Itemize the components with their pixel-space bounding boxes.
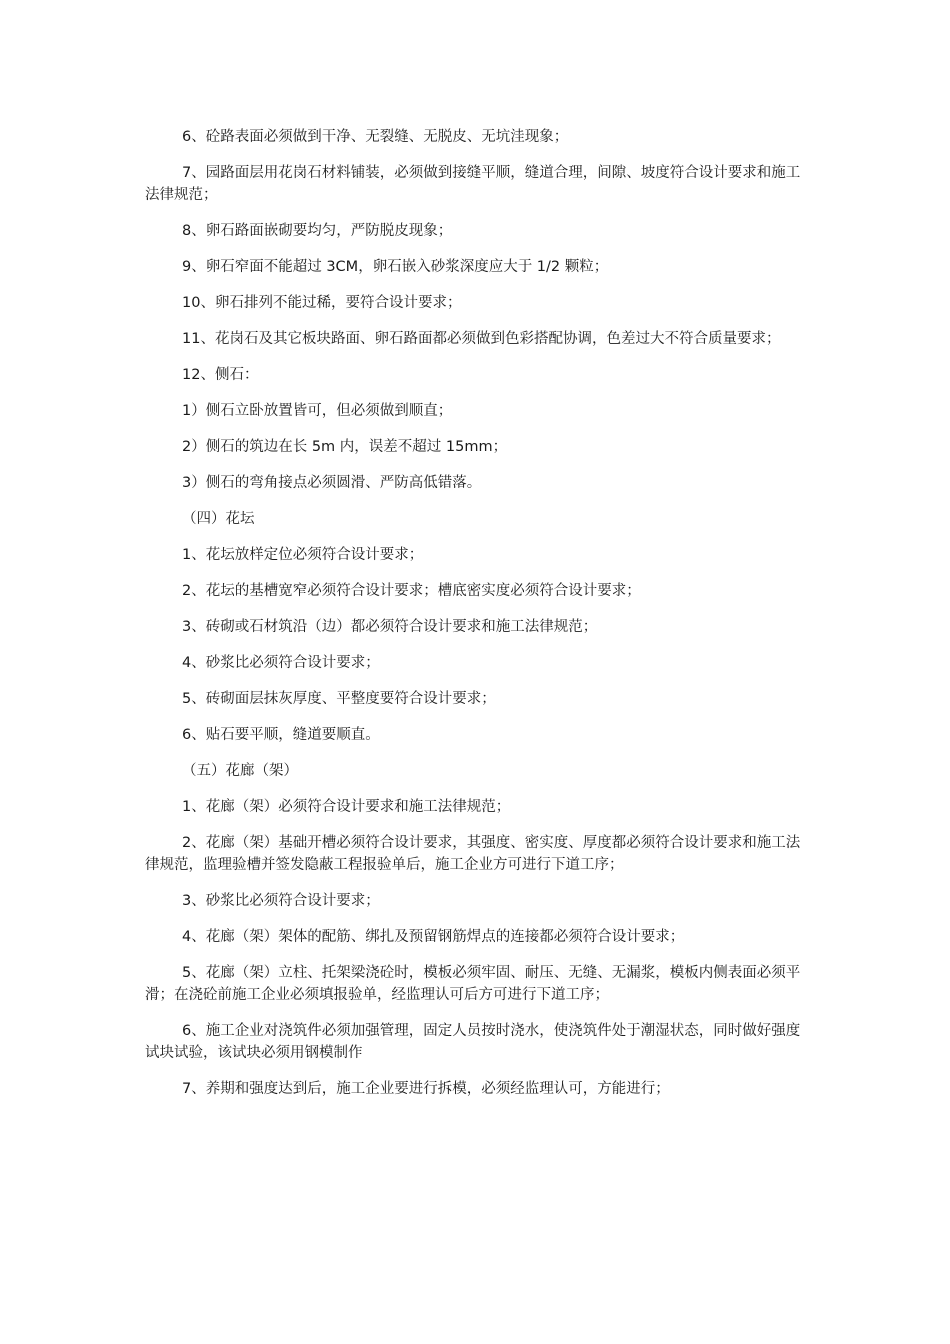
paragraph-road-11: 11、花岗石及其它板块路面、卵石路面都必须做到色彩搭配协调，色差过大不符合质量要求；: [182, 331, 781, 347]
document-page: [145, 126, 810, 1114]
paragraph-curb-2: 2）侧石的筑边在长 5m 内，误差不超过 15mm；: [182, 439, 508, 455]
paragraph-road-10: 10、卵石排列不能过稀，要符合设计要求；: [182, 295, 462, 311]
paragraph-curb-1: 1）侧石立卧放置皆可，但必须做到顺直；: [182, 403, 453, 419]
paragraph-flowerbed-2: 2、花坛的基槽宽窄必须符合设计要求；槽底密实度必须符合设计要求；: [182, 583, 641, 599]
paragraph-flowerbed-6: 6、贴石要平顺，缝道要顺直。: [182, 727, 380, 743]
paragraph-flowerbed-4: 4、砂浆比必须符合设计要求；: [182, 655, 380, 671]
paragraph-pergola-3: 3、砂浆比必须符合设计要求；: [182, 893, 380, 909]
paragraph-road-9: 9、卵石窄面不能超过 3CM，卵石嵌入砂浆深度应大于 1/2 颗粒；: [182, 259, 609, 275]
paragraph-pergola-4: 4、花廊（架）架体的配筋、绑扎及预留钢筋焊点的连接都必须符合设计要求；: [182, 929, 685, 945]
paragraph-road-8: 8、卵石路面嵌砌要均匀，严防脱皮现象；: [182, 223, 453, 239]
paragraph-road-12: 12、侧石：: [182, 367, 259, 383]
section-heading-pergola: （五）花廊（架）: [182, 763, 298, 779]
paragraph-flowerbed-1: 1、花坛放样定位必须符合设计要求；: [182, 547, 424, 563]
paragraph-pergola-6: 6、施工企业对浇筑件必须加强管理，固定人员按时浇水，使浇筑件处于潮湿状态，同时做好强度试块试验，该试块必须用钢模制作: [145, 1023, 801, 1061]
paragraph-road-6: 6、砼路表面必须做到干净、无裂缝、无脱皮、无坑洼现象；: [182, 129, 569, 145]
paragraph-curb-3: 3）侧石的弯角接点必须圆滑、严防高低错落。: [182, 475, 482, 491]
paragraph-pergola-5: 5、花廊（架）立柱、托架梁浇砼时，模板必须牢固、耐压、无缝、无漏浆，模板内侧表面必须平滑；在浇砼前施工企业必须填报验单，经监理认可后方可进行下道工序；: [145, 965, 801, 1003]
paragraph-road-7: 7、园路面层用花岗石材料铺装，必须做到接缝平顺，缝道合理，间隙、坡度符合设计要求和施工法律规范；: [145, 165, 801, 203]
paragraph-flowerbed-3: 3、砖砌或石材筑沿（边）都必须符合设计要求和施工法律规范；: [182, 619, 598, 635]
paragraph-flowerbed-5: 5、砖砌面层抹灰厚度、平整度要符合设计要求；: [182, 691, 496, 707]
paragraph-pergola-1: 1、花廊（架）必须符合设计要求和施工法律规范；: [182, 799, 511, 815]
section-heading-flowerbed: （四）花坛: [182, 511, 255, 527]
paragraph-pergola-2: 2、花廊（架）基础开槽必须符合设计要求，其强度、密实度、厚度都必须符合设计要求和施工法律规范，监理验槽并签发隐蔽工程报验单后，施工企业方可进行下道工序；: [145, 835, 801, 873]
paragraph-pergola-7: 7、养期和强度达到后，施工企业要进行拆模，必须经监理认可，方能进行；: [182, 1081, 670, 1097]
